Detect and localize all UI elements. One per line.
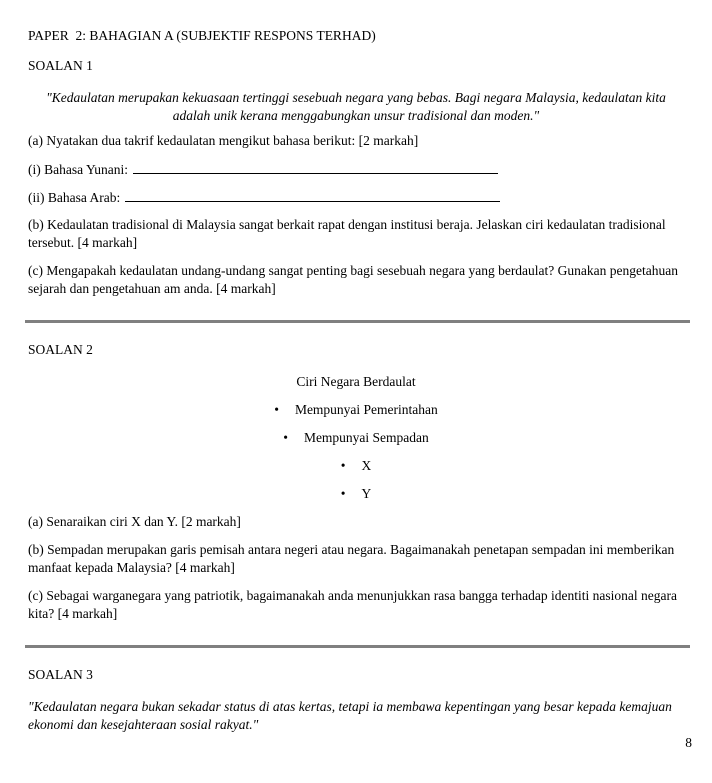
bullet-icon: • [274,402,279,417]
bullet-icon: • [283,430,288,445]
diagram-bullet-text: Mempunyai Sempadan [303,430,429,445]
soalan-1-item-ii-label: (ii) Bahasa Arab: [28,190,121,205]
diagram-bullet-text: Mempunyai Pemerintahan [294,402,438,417]
soalan-2-heading: SOALAN 2 [28,342,93,357]
page-number: 8 [685,735,692,750]
soalan-1-quote: "Kedaulatan merupakan kekuasaan tertinggi sesebuah negara yang bebas. Bagi negara Malaysia, kedaulatan kita adalah unik kerana menggabungkan unsur tradisional dan moden." [46,90,666,123]
section-divider-1 [25,320,690,323]
section-divider-2 [25,645,690,648]
soalan-2-diagram-title: Ciri Negara Berdaulat [296,374,416,389]
soalan-1-item-i [28,160,684,179]
soalan-2-part-a: (a) Senaraikan ciri X dan Y. [2 markah] [28,514,241,529]
diagram-bullet-item [28,485,684,503]
soalan-1-item-i-label: (i) Bahasa Yunani: [28,162,128,177]
soalan-1-item-ii [28,188,684,207]
soalan-2-section [28,341,684,623]
soalan-1-part-c: (c) Mengapakah kedaulatan undang-undang sangat penting bagi sesebuah negara yang berdaulat? Gunakan pengetahuan sejarah dan pengetahuan am anda. [4 markah] [28,263,678,296]
soalan-1-part-b: (b) Kedaulatan tradisional di Malaysia sangat berkait rapat dengan institusi beraja. Jelaskan ciri kedaulatan tradisional tersebut. [4 markah] [28,217,666,250]
diagram-bullet-text: X [361,458,372,473]
soalan-1-section [28,57,684,298]
paper-title: PAPER 2: BAHAGIAN A (SUBJEKTIF RESPONS TERHAD) [28,28,376,43]
soalan-3-section [28,666,684,734]
diagram-bullet-item [28,457,684,475]
diagram-bullet-item [28,429,684,447]
bullet-icon: • [340,458,346,473]
soalan-3-quote: "Kedaulatan negara bukan sekadar status di atas kertas, tetapi ia membawa kepentingan yang besar kepada kemajuan ekonomi dan kesejahteraan sosial rakyat." [28,699,672,732]
diagram-bullet-text: Y [361,486,372,501]
soalan-2-part-b: (b) Sempadan merupakan garis pemisah antara negeri atau negara. Bagaimanakah penetapan sempadan ini memberikan manfaat kepada Malaysia? [4 markah] [28,542,675,575]
answer-blank-bahasa-arab [125,188,500,202]
answer-blank-bahasa-yunani [133,160,498,174]
diagram-bullet-item [28,401,684,419]
bullet-icon: • [340,486,346,501]
soalan-2-part-c: (c) Sebagai warganegara yang patriotik, bagaimanakah anda menunjukkan rasa bangga terhadap identiti nasional negara kita? [4 markah] [28,588,677,621]
soalan-1-heading: SOALAN 1 [28,58,93,73]
soalan-1-part-a: (a) Nyatakan dua takrif kedaulatan mengikut bahasa berikut: [2 markah] [28,133,419,148]
soalan-3-heading: SOALAN 3 [28,667,93,682]
